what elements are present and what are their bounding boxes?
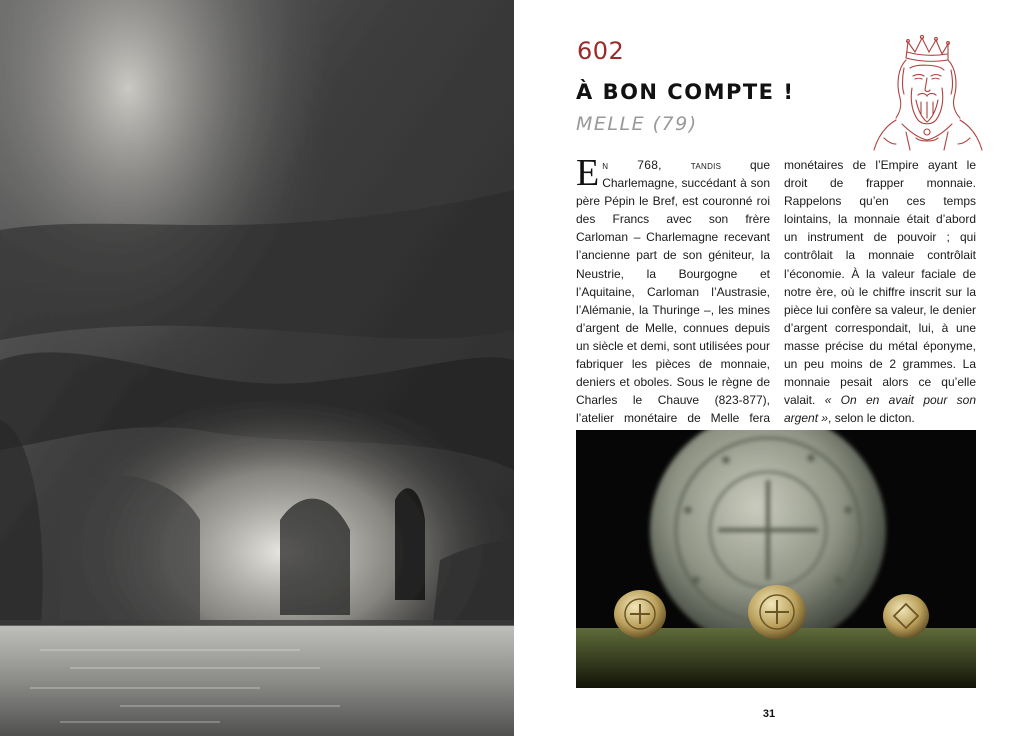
crowned-king-illustration [866,28,986,152]
body-text-right-column [784,156,976,427]
body-text-left-column [576,152,770,446]
entry-title: À BON COMPTE ! [576,80,795,104]
dicton-quote: « On en avait pour son argent » [784,393,976,426]
entry-number: 602 [577,37,625,65]
entry-location: MELLE (79) [576,113,698,135]
right-page [514,0,1024,736]
silver-coins-image [576,430,976,688]
dicton-quote-tail: , selon le dicton. [828,411,915,426]
body-paragraph-right: monétaires de l’Empire ayant le droit de frapper monnaie. Rappelons qu’en ces temps lointains, la monnaie était d’abord un instrument de pouvoir ; qui contrôlait la monnaie contrôlait l’économie. À la valeur faciale de notre ère, où le chiffre inscrit sur la pièce lui confère sa valeur, le denier d’argent correspondait, lui, à une masse précise du métal éponyme, un peu moins de 2 grammes. La monnaie pesait alors ce qu’elle valait. [784,158,976,408]
page-number: 31 [762,708,776,720]
lead-smallcaps: n 768, tandis [602,158,722,172]
coins-photograph [576,430,976,688]
crowned-king-icon [866,28,986,152]
drop-cap: E [576,152,600,194]
body-paragraph-left: que Charlemagne, succédant à son père Pépin le Bref, est couronné roi des Francs avec son frère Carloman – Charlemagne recevant l’ancienne part de son géniteur, la Neustrie, la Bourgogne et l’Aquitaine, Carloman l’Austrasie, l’Alémanie, la Thuringe –, les mines d’argent de Melle, connues depuis un siècle et demi, sont utilisées pour fabriquer les pièces de monnaie, deniers et oboles. Sous le règne de Charles le Chauve (823-877), l’atelier monétaire de Melle fera [576,158,770,426]
